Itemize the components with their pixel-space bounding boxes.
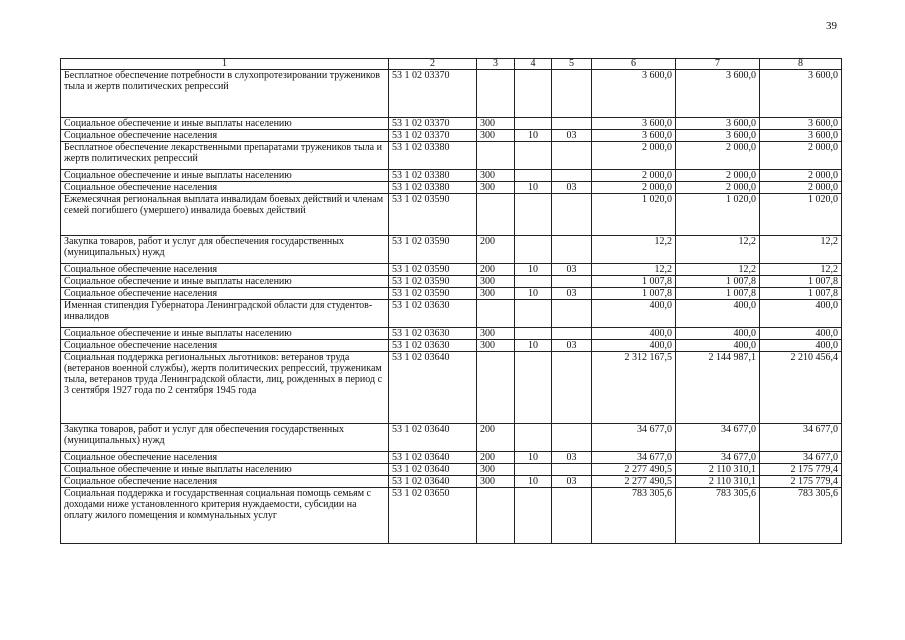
- row-name: Социальное обеспечение населения: [61, 288, 389, 300]
- row-value-col7: 1 020,0: [676, 194, 760, 236]
- row-section: [515, 142, 552, 170]
- row-expense-type: 300: [477, 476, 515, 488]
- row-value-col7: 2 144 987,1: [676, 352, 760, 424]
- row-name: Социальное обеспечение и иные выплаты населению: [61, 276, 389, 288]
- row-value-col6: 2 000,0: [592, 170, 676, 182]
- row-value-col8: 1 020,0: [760, 194, 842, 236]
- row-code: 53 1 02 03370: [389, 70, 477, 118]
- row-value-col8: 3 600,0: [760, 70, 842, 118]
- row-value-col8: 2 000,0: [760, 142, 842, 170]
- table-row: [61, 236, 842, 264]
- row-value-col8: 2 210 456,4: [760, 352, 842, 424]
- col-header-2: 2: [389, 59, 477, 70]
- row-code: 53 1 02 03640: [389, 424, 477, 452]
- row-code: 53 1 02 03640: [389, 476, 477, 488]
- row-expense-type: 200: [477, 264, 515, 276]
- row-value-col8: 12,2: [760, 264, 842, 276]
- table-row: [61, 142, 842, 170]
- row-section: [515, 300, 552, 328]
- row-value-col6: 2 277 490,5: [592, 464, 676, 476]
- row-name: Именная стипендия Губернатора Ленинградской области для студентов-инвалидов: [61, 300, 389, 328]
- row-name: Социальное обеспечение и иные выплаты населению: [61, 328, 389, 340]
- row-subsection: [552, 300, 592, 328]
- row-code: 53 1 02 03630: [389, 328, 477, 340]
- row-value-col7: 783 305,6: [676, 488, 760, 544]
- table-row: [61, 276, 842, 288]
- row-subsection: 03: [552, 476, 592, 488]
- row-value-col7: 1 007,8: [676, 288, 760, 300]
- row-section: 10: [515, 476, 552, 488]
- row-value-col6: 3 600,0: [592, 130, 676, 142]
- row-section: [515, 70, 552, 118]
- row-expense-type: 300: [477, 130, 515, 142]
- row-name: Социальное обеспечение населения: [61, 182, 389, 194]
- row-value-col8: 12,2: [760, 236, 842, 264]
- header-row: [61, 59, 842, 70]
- row-name: Закупка товаров, работ и услуг для обеспечения государственных (муниципальных) нужд: [61, 424, 389, 452]
- row-value-col6: 400,0: [592, 328, 676, 340]
- row-value-col8: 2 000,0: [760, 182, 842, 194]
- row-value-col8: 400,0: [760, 340, 842, 352]
- row-value-col7: 2 000,0: [676, 182, 760, 194]
- col-header-5: 5: [552, 59, 592, 70]
- row-expense-type: 200: [477, 452, 515, 464]
- row-section: 10: [515, 452, 552, 464]
- table-row: [61, 340, 842, 352]
- row-subsection: [552, 352, 592, 424]
- row-subsection: [552, 424, 592, 452]
- table-row: [61, 130, 842, 142]
- row-expense-type: 300: [477, 170, 515, 182]
- row-expense-type: [477, 194, 515, 236]
- row-code: 53 1 02 03370: [389, 130, 477, 142]
- row-name: Закупка товаров, работ и услуг для обеспечения государственных (муниципальных) нужд: [61, 236, 389, 264]
- row-section: 10: [515, 264, 552, 276]
- row-subsection: [552, 118, 592, 130]
- col-header-3: 3: [477, 59, 515, 70]
- table-row: [61, 476, 842, 488]
- row-code: 53 1 02 03380: [389, 182, 477, 194]
- row-value-col8: 1 007,8: [760, 276, 842, 288]
- row-name: Бесплатное обеспечение потребности в слухопротезировании тружеников тыла и жертв политических репрессий: [61, 70, 389, 118]
- row-name: Социальное обеспечение населения: [61, 130, 389, 142]
- row-section: 10: [515, 288, 552, 300]
- row-section: [515, 352, 552, 424]
- row-value-col7: 3 600,0: [676, 130, 760, 142]
- row-subsection: [552, 488, 592, 544]
- row-name: Социальная поддержка региональных льготников: ветеранов труда (ветеранов военной службы), жертв политических репрессий, труженикам тыла, ветеранов труда Ленинградской области, лиц, рожденных в период с 3 сентября 1927 года по 2 сентября 1945 года: [61, 352, 389, 424]
- row-value-col8: 2 175 779,4: [760, 464, 842, 476]
- table-row: [61, 464, 842, 476]
- row-name: Социальное обеспечение населения: [61, 340, 389, 352]
- row-section: 10: [515, 130, 552, 142]
- row-value-col8: 34 677,0: [760, 452, 842, 464]
- row-name: Социальное обеспечение населения: [61, 476, 389, 488]
- col-header-6: 6: [592, 59, 676, 70]
- row-code: 53 1 02 03590: [389, 194, 477, 236]
- row-name: Бесплатное обеспечение лекарственными препаратами тружеников тыла и жертв политических репрессий: [61, 142, 389, 170]
- row-subsection: 03: [552, 288, 592, 300]
- row-subsection: 03: [552, 130, 592, 142]
- table-row: [61, 288, 842, 300]
- row-section: 10: [515, 340, 552, 352]
- row-code: 53 1 02 03370: [389, 118, 477, 130]
- row-name: Социальное обеспечение и иные выплаты населению: [61, 170, 389, 182]
- row-value-col6: 3 600,0: [592, 118, 676, 130]
- row-expense-type: [477, 300, 515, 328]
- row-section: [515, 276, 552, 288]
- table-row: [61, 452, 842, 464]
- row-expense-type: 300: [477, 182, 515, 194]
- row-name: Социальная поддержка и государственная социальная помощь семьям с доходами ниже установленного критерия нуждаемости, субсидии на оплату жилого помещения и коммунальных услуг: [61, 488, 389, 544]
- row-value-col7: 3 600,0: [676, 118, 760, 130]
- row-value-col7: 34 677,0: [676, 424, 760, 452]
- row-subsection: [552, 236, 592, 264]
- row-subsection: 03: [552, 340, 592, 352]
- row-value-col8: 2 175 779,4: [760, 476, 842, 488]
- row-value-col6: 2 000,0: [592, 142, 676, 170]
- row-value-col6: 3 600,0: [592, 70, 676, 118]
- row-value-col7: 2 110 310,1: [676, 464, 760, 476]
- row-section: 10: [515, 182, 552, 194]
- row-subsection: 03: [552, 182, 592, 194]
- row-expense-type: 200: [477, 236, 515, 264]
- row-expense-type: 300: [477, 288, 515, 300]
- row-expense-type: [477, 142, 515, 170]
- row-subsection: [552, 276, 592, 288]
- row-value-col7: 12,2: [676, 236, 760, 264]
- row-value-col7: 1 007,8: [676, 276, 760, 288]
- row-value-col7: 12,2: [676, 264, 760, 276]
- row-value-col8: 783 305,6: [760, 488, 842, 544]
- row-subsection: [552, 142, 592, 170]
- row-value-col7: 2 000,0: [676, 142, 760, 170]
- table-row: [61, 182, 842, 194]
- row-name: Ежемесячная региональная выплата инвалидам боевых действий и членам семей погибшего (умершего) инвалида боевых действий: [61, 194, 389, 236]
- row-expense-type: 300: [477, 340, 515, 352]
- row-code: 53 1 02 03640: [389, 352, 477, 424]
- row-value-col7: 3 600,0: [676, 70, 760, 118]
- row-subsection: 03: [552, 264, 592, 276]
- row-name: Социальное обеспечение населения: [61, 264, 389, 276]
- row-expense-type: 300: [477, 464, 515, 476]
- row-code: 53 1 02 03640: [389, 452, 477, 464]
- col-header-7: 7: [676, 59, 760, 70]
- table-row: [61, 424, 842, 452]
- row-name: Социальное обеспечение и иные выплаты населению: [61, 464, 389, 476]
- table-row: [61, 118, 842, 130]
- row-value-col6: 34 677,0: [592, 452, 676, 464]
- row-code: 53 1 02 03640: [389, 464, 477, 476]
- row-expense-type: 300: [477, 118, 515, 130]
- row-value-col6: 2 000,0: [592, 182, 676, 194]
- row-section: [515, 118, 552, 130]
- row-value-col8: 3 600,0: [760, 130, 842, 142]
- row-code: 53 1 02 03380: [389, 142, 477, 170]
- table-row: [61, 264, 842, 276]
- row-code: 53 1 02 03590: [389, 288, 477, 300]
- row-value-col8: 2 000,0: [760, 170, 842, 182]
- row-value-col6: 1 020,0: [592, 194, 676, 236]
- row-expense-type: 300: [477, 276, 515, 288]
- row-value-col6: 2 312 167,5: [592, 352, 676, 424]
- row-value-col6: 1 007,8: [592, 288, 676, 300]
- table-row: [61, 328, 842, 340]
- row-expense-type: [477, 488, 515, 544]
- table-row: [61, 352, 842, 424]
- row-value-col6: 400,0: [592, 340, 676, 352]
- row-value-col8: 400,0: [760, 328, 842, 340]
- row-code: 53 1 02 03650: [389, 488, 477, 544]
- row-code: 53 1 02 03590: [389, 276, 477, 288]
- row-section: [515, 328, 552, 340]
- table-row: [61, 300, 842, 328]
- col-header-1: 1: [61, 59, 389, 70]
- row-subsection: [552, 70, 592, 118]
- row-section: [515, 236, 552, 264]
- table-row: [61, 70, 842, 118]
- row-value-col8: 3 600,0: [760, 118, 842, 130]
- row-value-col6: 400,0: [592, 300, 676, 328]
- row-expense-type: 300: [477, 328, 515, 340]
- row-subsection: [552, 170, 592, 182]
- row-code: 53 1 02 03380: [389, 170, 477, 182]
- table-row: [61, 170, 842, 182]
- row-value-col8: 34 677,0: [760, 424, 842, 452]
- row-value-col7: 2 000,0: [676, 170, 760, 182]
- row-code: 53 1 02 03590: [389, 264, 477, 276]
- row-code: 53 1 02 03590: [389, 236, 477, 264]
- row-value-col7: 400,0: [676, 328, 760, 340]
- row-section: [515, 170, 552, 182]
- row-section: [515, 488, 552, 544]
- budget-table: [60, 58, 842, 544]
- row-section: [515, 464, 552, 476]
- row-expense-type: 200: [477, 424, 515, 452]
- row-expense-type: [477, 70, 515, 118]
- row-code: 53 1 02 03630: [389, 340, 477, 352]
- row-value-col6: 12,2: [592, 236, 676, 264]
- col-header-4: 4: [515, 59, 552, 70]
- row-subsection: 03: [552, 452, 592, 464]
- row-section: [515, 424, 552, 452]
- table-body: [61, 70, 842, 544]
- row-value-col8: 1 007,8: [760, 288, 842, 300]
- page-number: 39: [826, 20, 837, 32]
- row-name: Социальное обеспечение и иные выплаты населению: [61, 118, 389, 130]
- table-row: [61, 488, 842, 544]
- row-value-col7: 2 110 310,1: [676, 476, 760, 488]
- row-value-col6: 12,2: [592, 264, 676, 276]
- row-value-col8: 400,0: [760, 300, 842, 328]
- row-value-col6: 2 277 490,5: [592, 476, 676, 488]
- row-value-col6: 34 677,0: [592, 424, 676, 452]
- row-expense-type: [477, 352, 515, 424]
- row-value-col7: 34 677,0: [676, 452, 760, 464]
- row-value-col6: 783 305,6: [592, 488, 676, 544]
- row-section: [515, 194, 552, 236]
- row-subsection: [552, 194, 592, 236]
- col-header-8: 8: [760, 59, 842, 70]
- row-subsection: [552, 464, 592, 476]
- row-value-col7: 400,0: [676, 340, 760, 352]
- table-row: [61, 194, 842, 236]
- row-subsection: [552, 328, 592, 340]
- row-code: 53 1 02 03630: [389, 300, 477, 328]
- row-name: Социальное обеспечение населения: [61, 452, 389, 464]
- row-value-col6: 1 007,8: [592, 276, 676, 288]
- row-value-col7: 400,0: [676, 300, 760, 328]
